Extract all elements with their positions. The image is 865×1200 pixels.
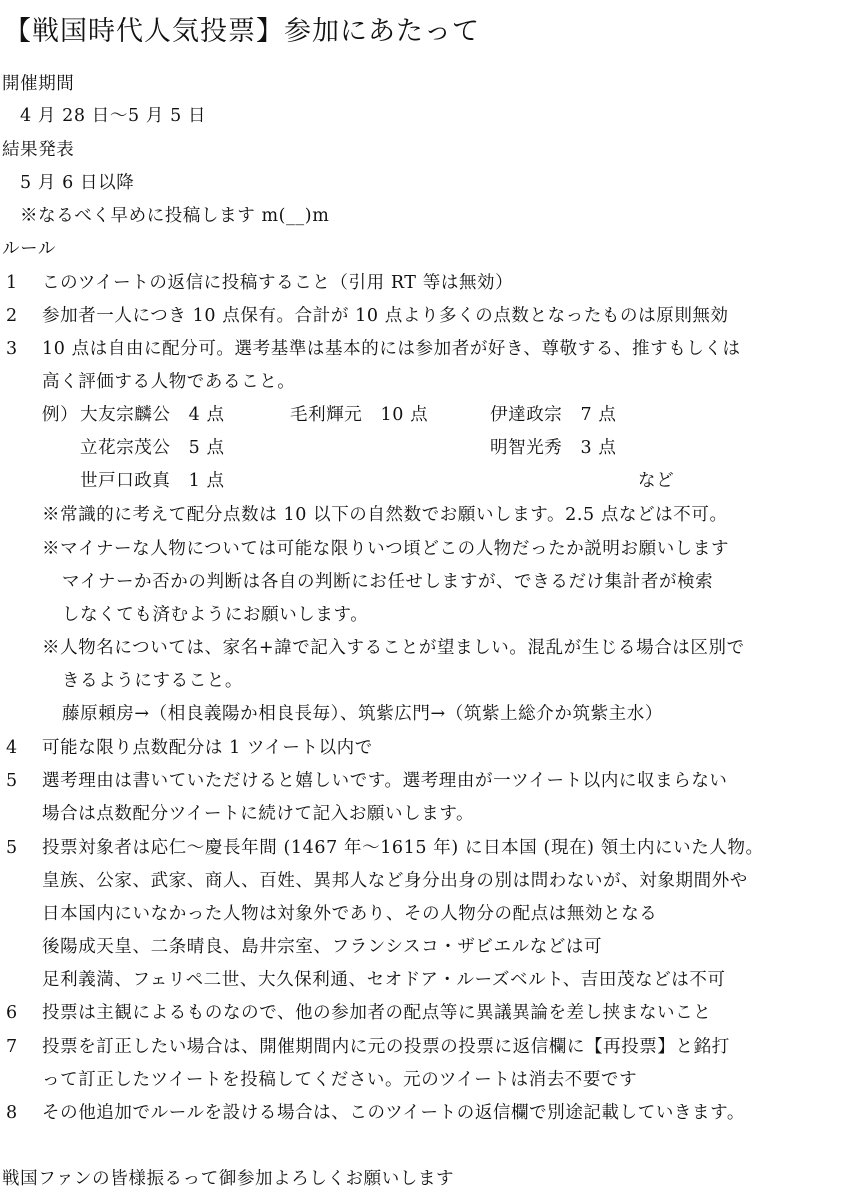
example-entry: 立花宗茂公 5 点 <box>80 438 225 458</box>
rule-text: 皇族、公家、武家、商人、百姓、異邦人など身分出身の別は問わないが、対象期間外や <box>42 871 748 891</box>
rule-number: 7 <box>6 1037 18 1057</box>
rule-number: 2 <box>6 306 18 326</box>
rule-text: 投票対象者は応仁〜慶長年間 (1467 年〜1615 年) に日本国 (現在) 領土内にいた人物。 <box>42 838 764 858</box>
note-text: きるようにすること。 <box>62 671 243 691</box>
example-entry: 毛利輝元 10 点 <box>290 405 429 425</box>
rule-text: 場合は点数配分ツイートに続けて記入お願いします。 <box>42 804 475 824</box>
rule-text: 10 点は自由に配分可。選考基準は基本的には参加者が好き、尊敬する、推すもしくは <box>42 339 741 359</box>
note-text: マイナーか否かの判断は各自の判断にお任せしますが、できるだけ集計者が検索 <box>62 572 714 592</box>
rule-number: 1 <box>6 273 18 293</box>
note-text: ※人物名については、家名+諱で記入することが望ましい。混乱が生じる場合は区別で <box>42 638 745 658</box>
rule-text: 後陽成天皇、二条晴良、島井宗室、フランシスコ・ザビエルなどは可 <box>42 937 603 957</box>
example-entry: 伊達政宗 7 点 <box>490 405 617 425</box>
example-entry: 明智光秀 3 点 <box>490 438 617 458</box>
rule-number: 5 <box>6 838 18 858</box>
rule-text: 足利義満、フェリペ二世、大久保利通、セオドア・ルーズベルト、吉田茂などは不可 <box>42 970 726 990</box>
rule-text: 投票は主観によるものなので、他の参加者の配点等に異議異論を差し挟まないこと <box>42 1003 712 1023</box>
note-text: ※常識的に考えて配分点数は 10 以下の自然数でお願いします。2.5 点などは不可。 <box>42 505 728 525</box>
closing-text: 戦国ファンの皆様振るって御参加よろしくお願いします <box>2 1169 455 1189</box>
period-value: 4 月 28 日〜5 月 5 日 <box>20 106 207 126</box>
rule-text: 高く評価する人物であること。 <box>42 372 296 392</box>
rule-text: その他追加でルールを設ける場合は、このツイートの返信欄で別途記載していきます。 <box>42 1103 745 1123</box>
example-etc: など <box>638 471 675 491</box>
result-label: 結果発表 <box>2 140 75 160</box>
document-title: 【戦国時代人気投票】参加にあたって <box>4 16 480 47</box>
period-label: 開催期間 <box>2 74 75 94</box>
note-text: しなくても済むようにお願いします。 <box>62 605 369 625</box>
rule-text: 選考理由は書いていただけると嬉しいです。選考理由が一ツイート以内に収まらない <box>42 771 728 791</box>
rule-number: 5 <box>6 771 18 791</box>
rule-text: って訂正したツイートを投稿してください。元のツイートは消去不要です <box>42 1070 638 1090</box>
rule-text: 参加者一人につき 10 点保有。合計が 10 点より多くの点数となったものは原則無効 <box>42 306 729 326</box>
result-value: 5 月 6 日以降 <box>20 173 135 193</box>
rule-text: 投票を訂正したい場合は、開催期間内に元の投票の投票に返信欄に【再投票】と銘打 <box>42 1037 730 1057</box>
rule-number: 3 <box>6 339 18 359</box>
rule-text: 可能な限り点数配分は 1 ツイート以内で <box>42 738 373 758</box>
rule-number: 6 <box>6 1003 18 1023</box>
rule-number: 8 <box>6 1103 18 1123</box>
rule-number: 4 <box>6 738 18 758</box>
note-text: ※マイナーな人物については可能な限りいつ頃どこの人物だったか説明お願いします <box>42 539 730 559</box>
result-note: ※なるべく早めに投稿します m(__)m <box>20 206 330 226</box>
rule-text: このツイートの返信に投稿すること（引用 RT 等は無効） <box>42 273 514 293</box>
note-text: 藤原頼房→（相良義陽か相良長毎）、筑紫広門→（筑紫上総介か筑紫主水） <box>62 704 663 724</box>
example-entry: 大友宗麟公 4 点 <box>80 405 225 425</box>
example-prefix: 例） <box>42 405 79 425</box>
example-entry: 世戸口政真 1 点 <box>80 471 225 491</box>
rule-text: 日本国内にいなかった人物は対象外であり、その人物分の配点は無効となる <box>42 904 658 924</box>
rules-label: ルール <box>2 239 56 259</box>
